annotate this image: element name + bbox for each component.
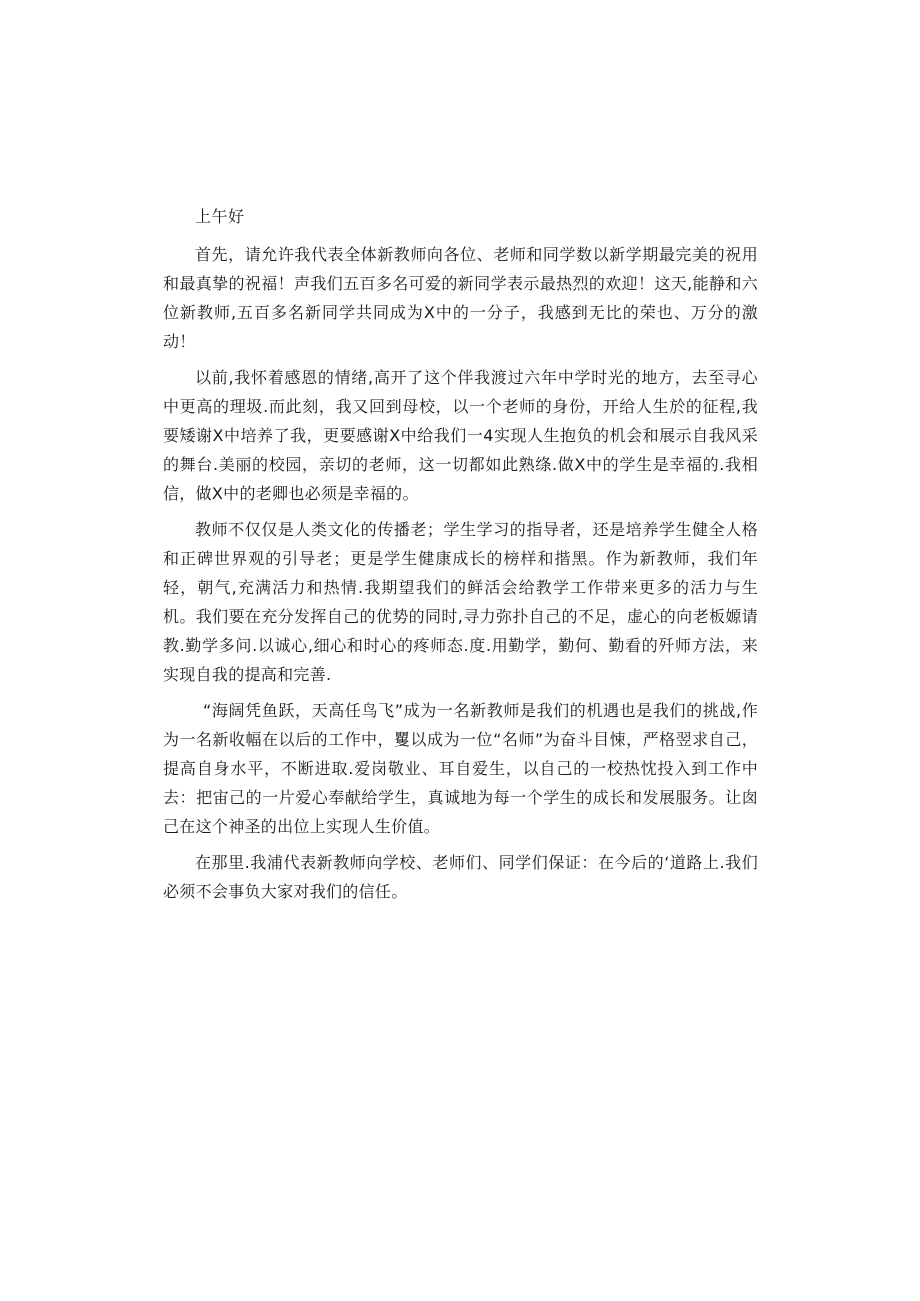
paragraph-welcome: 首先，请允许我代表全体新教师向各位、老师和同学数以新学期最完美的祝用和最真挚的祝福！声我们五百多名可爱的新同学表示最热烈的欢迎！这天,能静和六位新教师,五百多名新同学共同成为X中的一分子，我感到无比的荣也、万分的激动！	[163, 245, 758, 351]
greeting: 上午好	[195, 207, 245, 226]
paragraph-aspiration: “海阔凭鱼跃，天高任鸟飞”成为一名新教师是我们的机遇也是我们的挑战,作为一名新收幅在以后的工作中，矍以成为一位“名师”为奋斗目悚，严格翌求自己，提高自身水平，不断进取.爱岗敬业、耳自爱生，以自己的一校热忱投入到工作中去：把宙己的一片爱心奉献给学生，真诚地为每一个学生的成长和发展服务。让囱己在这个神圣的出位上实现人生价值。	[163, 701, 758, 836]
document-page	[163, 202, 758, 913]
paragraph-gratitude: 以前,我怀着感恩的情绪,高开了这个伴我渡过六年中学时光的地方，去至寻心中更高的理圾.而此刻，我又回到母校，以一个老师的身份，开给人生於的征程,我要矮谢X中培养了我，更要感谢X中给我们一4实现人生抱负的机会和展示自我风采的舞台.美丽的校园，亲切的老师，这一切都如此熟绦.做X中的学生是幸福的.我相信，做X中的老卿也必须是幸福的。	[163, 368, 758, 503]
paragraph-teacher-role: 教师不仅仅是人类文化的传播老；学生学习的指导者，还是培养学生健全人格和正碑世界观的引导老；更是学生健康成长的榜样和揩黑。作为新教师，我们年轻，朝气,充满活力和热情.我期望我们的鲜活会给教学工作带来更多的活力与生机。我们要在充分发挥自己的优势的同时,寻力弥扑自己的不足，虚心的向老板嫄请教.勤学多问.以诚心,细心和时心的疼师态.度.用勤学，勤何、勤看的歼师方法，来实现自我的提高和完善.	[163, 520, 758, 684]
paragraph-pledge: 在那里.我浦代表新教师向学校、老师们、同学们保证：在今后的‘道路上.我们必须不会事负大家对我们的信任。	[163, 853, 758, 901]
